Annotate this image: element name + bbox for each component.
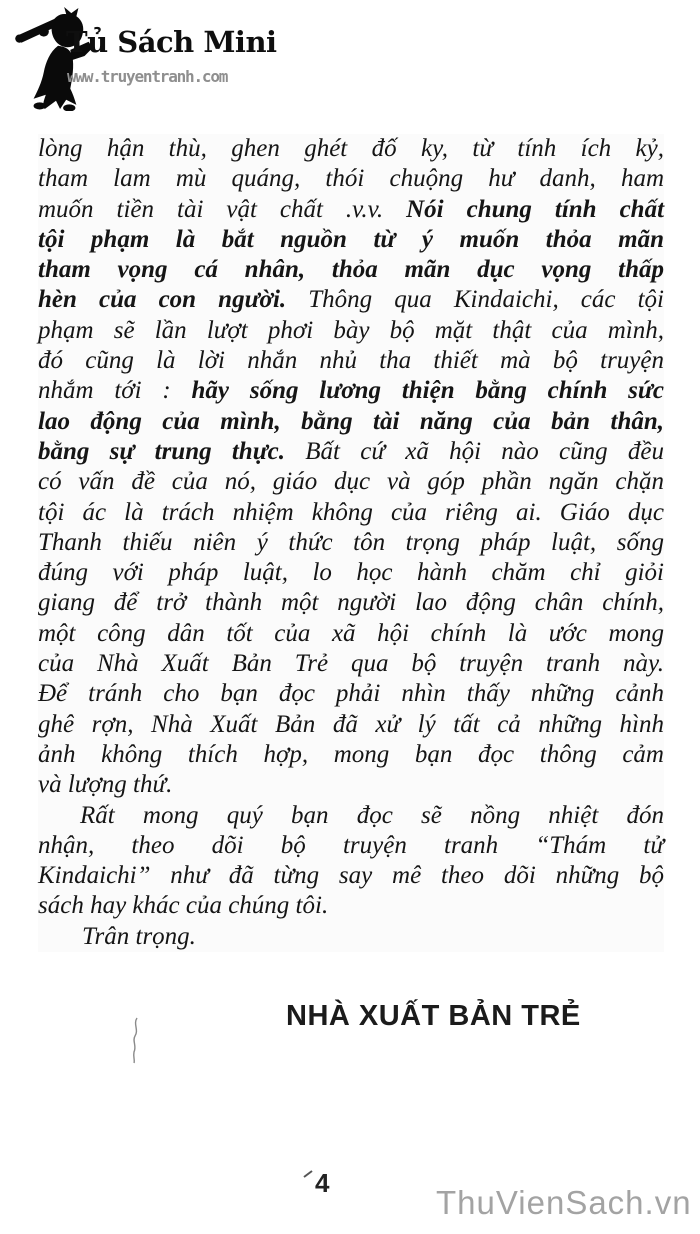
text-line [38, 498, 664, 528]
text-segment: đó cũng là lời nhắn nhủ tha thiết mà bộ truyện [38, 347, 664, 375]
scan-artifact-tick [302, 1166, 314, 1184]
text-line [38, 316, 664, 346]
publisher-signature: NHÀ XUẤT BẢN TRẺ [286, 1000, 581, 1032]
text-line [38, 255, 664, 285]
text-segment: nhắm tới : [38, 377, 192, 405]
text-line [38, 467, 664, 497]
bold-text-segment: tội phạm là bắt nguồn từ ý muốn thỏa mãn [38, 225, 664, 253]
text-line [38, 770, 664, 800]
text-line [38, 437, 664, 467]
text-line [38, 891, 664, 921]
text-line [38, 588, 664, 618]
text-segment: phạm sẽ lần lượt phơi bày bộ mặt thật của mình, [38, 316, 664, 344]
text-line [38, 619, 664, 649]
text-line [38, 285, 664, 315]
text-line [38, 558, 664, 588]
text-segment: ảnh không thích hợp, mong bạn đọc thông cảm [38, 740, 664, 768]
body-text [38, 134, 664, 952]
text-line [38, 740, 664, 770]
scan-artifact-squiggle [128, 1016, 142, 1069]
text-segment: của Nhà Xuất Bản Trẻ qua bộ truyện tranh này. [38, 650, 664, 678]
text-segment: sách hay khác của chúng tôi. [38, 892, 329, 920]
bold-text-segment: bằng sự trung thực. [38, 437, 306, 465]
text-line [38, 346, 664, 376]
text-segment: muốn tiền tài vật chất .v.v. [38, 195, 407, 223]
text-segment: Trân trọng. [82, 922, 196, 950]
text-line [38, 801, 664, 831]
text-segment: Kindaichi” như đã từng say mê theo dõi những bộ [38, 862, 664, 890]
text-segment: tội ác là trách nhiệm không của riêng ai. Giáo dục [38, 498, 664, 526]
text-line [38, 710, 664, 740]
text-line [38, 164, 664, 194]
text-segment: tham lam mù quáng, thói chuộng hư danh, ham [38, 165, 664, 193]
bold-text-segment: hãy sống lương thiện bằng chính sức [191, 377, 664, 405]
text-segment: có vấn đề của nó, giáo dục và góp phần ngăn chặn [38, 468, 664, 496]
brand-title: Tủ Sách Mini [66, 25, 277, 59]
text-line [38, 922, 664, 952]
text-line [38, 376, 664, 406]
watermark: ThuVienSach.vn [436, 1184, 692, 1221]
text-segment: giang để trở thành một người lao động chân chính, [38, 589, 664, 617]
text-segment: lòng hận thù, ghen ghét đố ky, từ tính ích kỷ, [38, 135, 664, 162]
text-segment: Để tránh cho bạn đọc phải nhìn thấy những cảnh [38, 680, 664, 708]
bold-text-segment: lao động của mình, bằng tài năng của bản thân, [38, 407, 664, 435]
text-line [38, 831, 664, 861]
text-line [38, 861, 664, 891]
text-segment: Rất mong quý bạn đọc sẽ nồng nhiệt đón [80, 801, 664, 829]
text-line [38, 407, 664, 437]
text-segment: nhận, theo dõi bộ truyện tranh “Thám tử [38, 831, 664, 859]
site-url-text: www.truyentranh.com [67, 67, 228, 86]
text-line [38, 225, 664, 255]
text-line [38, 195, 664, 225]
text-line [38, 134, 664, 164]
text-line [38, 649, 664, 679]
text-segment: ghê rợn, Nhà Xuất Bản đã xử lý tất cả những hình [38, 710, 664, 738]
bold-text-segment: tham vọng cá nhân, thỏa mãn dục vọng thấp [38, 256, 664, 284]
text-segment: Thanh thiếu niên ý thức tôn trọng pháp luật, sống [38, 528, 664, 556]
bold-text-segment: Nói chung tính chất [406, 195, 665, 223]
text-segment: Thông qua Kindaichi, các tội [308, 286, 664, 314]
text-segment: đúng với pháp luật, lo học hành chăm chỉ giỏi [38, 559, 664, 587]
bold-text-segment: hèn của con người. [38, 286, 309, 314]
text-segment: Bất cứ xã hội nào cũng đều [305, 437, 664, 465]
text-segment: và lượng thứ. [38, 771, 173, 799]
page-number: 4 [315, 1168, 330, 1198]
text-segment: một công dân tốt của xã hội chính là ước mong [38, 619, 664, 647]
text-line [38, 528, 664, 558]
text-line [38, 679, 664, 709]
